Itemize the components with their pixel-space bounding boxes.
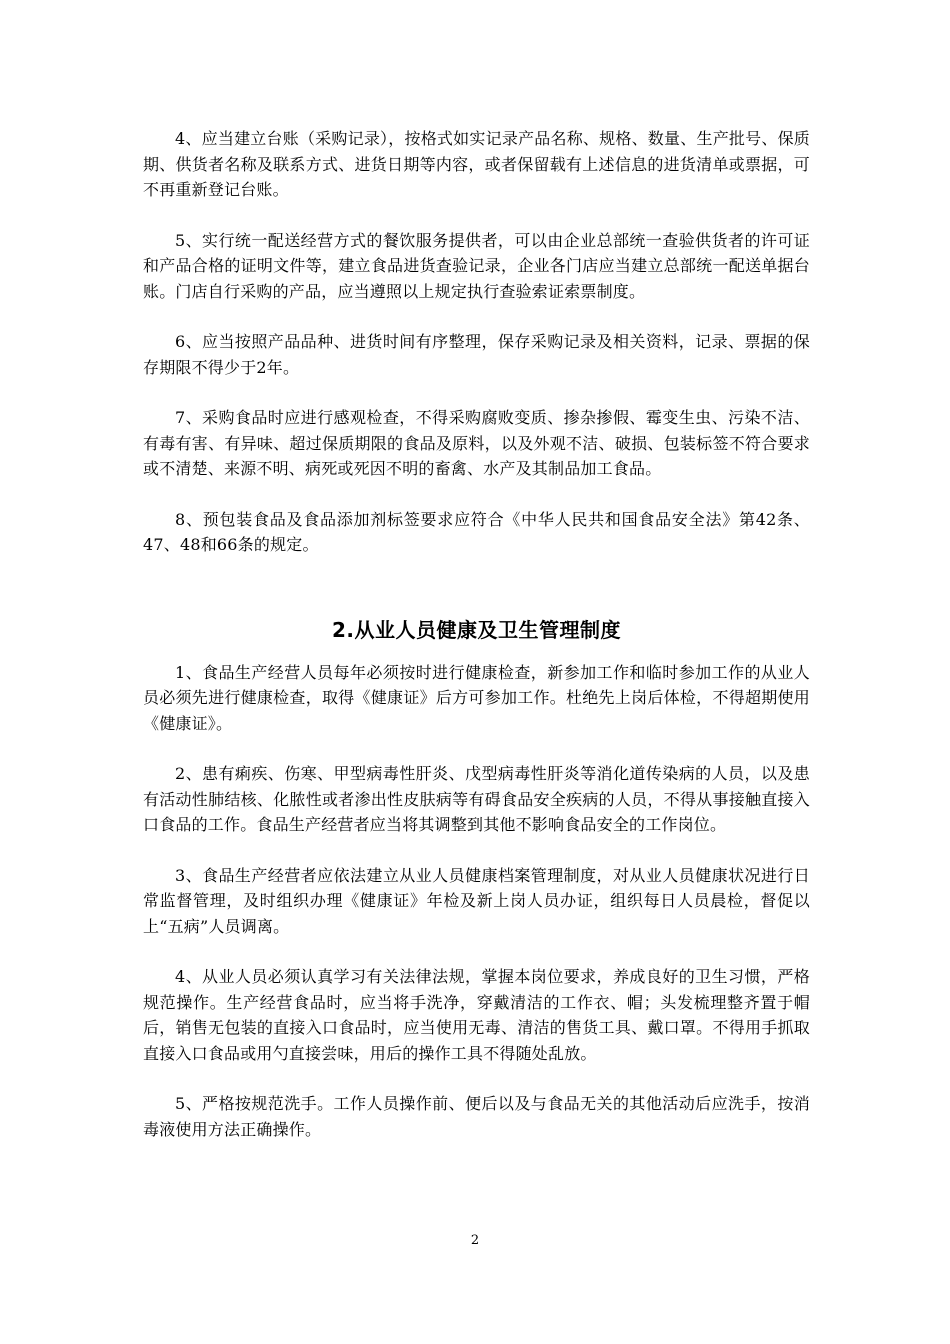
paragraph-health-rule-5: 5、严格按规范洗手。工作人员操作前、便后以及与食品无关的其他活动后应洗手，按消毒液使用方法正确操作。 <box>143 1094 810 1139</box>
paragraph-health-rule-4: 4、从业人员必须认真学习有关法律法规，掌握本岗位要求，养成良好的卫生习惯，严格规范操作。生产经营食品时，应当将手洗净，穿戴清洁的工作衣、帽；头发梳理整齐置于帽后，销售无包装的直接入口食品时，应当使用无毒、清洁的售货工具、戴口罩。不得用手抓取直接入口食品或用勺直接尝味，用后的操作工具不得随处乱放。 <box>143 967 810 1063</box>
paragraph-health-rule-2: 2、患有痢疾、伤寒、甲型病毒性肝炎、戊型病毒性肝炎等消化道传染病的人员，以及患有活动性肺结核、化脓性或者渗出性皮肤病等有碍食品安全疾病的人员，不得从事接触直接入口食品的工作。食品生产经营者应当将其调整到其他不影响食品安全的工作岗位。 <box>143 764 810 834</box>
paragraph-rule-7: 7、采购食品时应进行感观检查，不得采购腐败变质、掺杂掺假、霉变生虫、污染不洁、有毒有害、有异味、超过保质期限的食品及原料，以及外观不洁、破损、包装标签不符合要求或不清楚、来源不明、病死或死因不明的畜禽、水产及其制品加工食品。 <box>143 408 810 478</box>
section-purchasing-rules <box>143 126 810 558</box>
paragraph-rule-5: 5、实行统一配送经营方式的餐饮服务提供者，可以由企业总部统一查验供货者的许可证和产品合格的证明文件等，建立食品进货查验记录，企业各门店应当建立总部统一配送单据台账。门店自行采购的产品，应当遵照以上规定执行查验索证索票制度。 <box>143 230 810 301</box>
section-heading: 2.从业人员健康及卫生管理制度 <box>331 617 621 642</box>
page-content <box>143 126 810 1167</box>
page-number: 2 <box>470 1233 480 1248</box>
paragraph-rule-8: 8、预包装食品及食品添加剂标签要求应符合《中华人民共和国食品安全法》第42条、47、48和66条的规定。 <box>143 509 810 554</box>
section-staff-health-rules <box>143 660 810 1143</box>
paragraph-health-rule-3: 3、食品生产经营者应依法建立从业人员健康档案管理制度，对从业人员健康状况进行日常监督管理，及时组织办理《健康证》年检及新上岗人员办证，组织每日人员晨检，督促以上“五病”人员调离。 <box>143 865 810 936</box>
paragraph-rule-4: 4、应当建立台账（采购记录），按格式如实记录产品名称、规格、数量、生产批号、保质期、供货者名称及联系方式、进货日期等内容，或者保留载有上述信息的进货清单或票据，可不再重新登记台账。 <box>143 129 810 199</box>
paragraph-health-rule-1: 1、食品生产经营人员每年必须按时进行健康检查，新参加工作和临时参加工作的从业人员必须先进行健康检查，取得《健康证》后方可参加工作。杜绝先上岗后体检，不得超期使用《健康证》。 <box>143 662 810 733</box>
paragraph-rule-6: 6、应当按照产品品种、进货时间有序整理，保存采购记录及相关资料，记录、票据的保存期限不得少于2年。 <box>143 332 810 377</box>
